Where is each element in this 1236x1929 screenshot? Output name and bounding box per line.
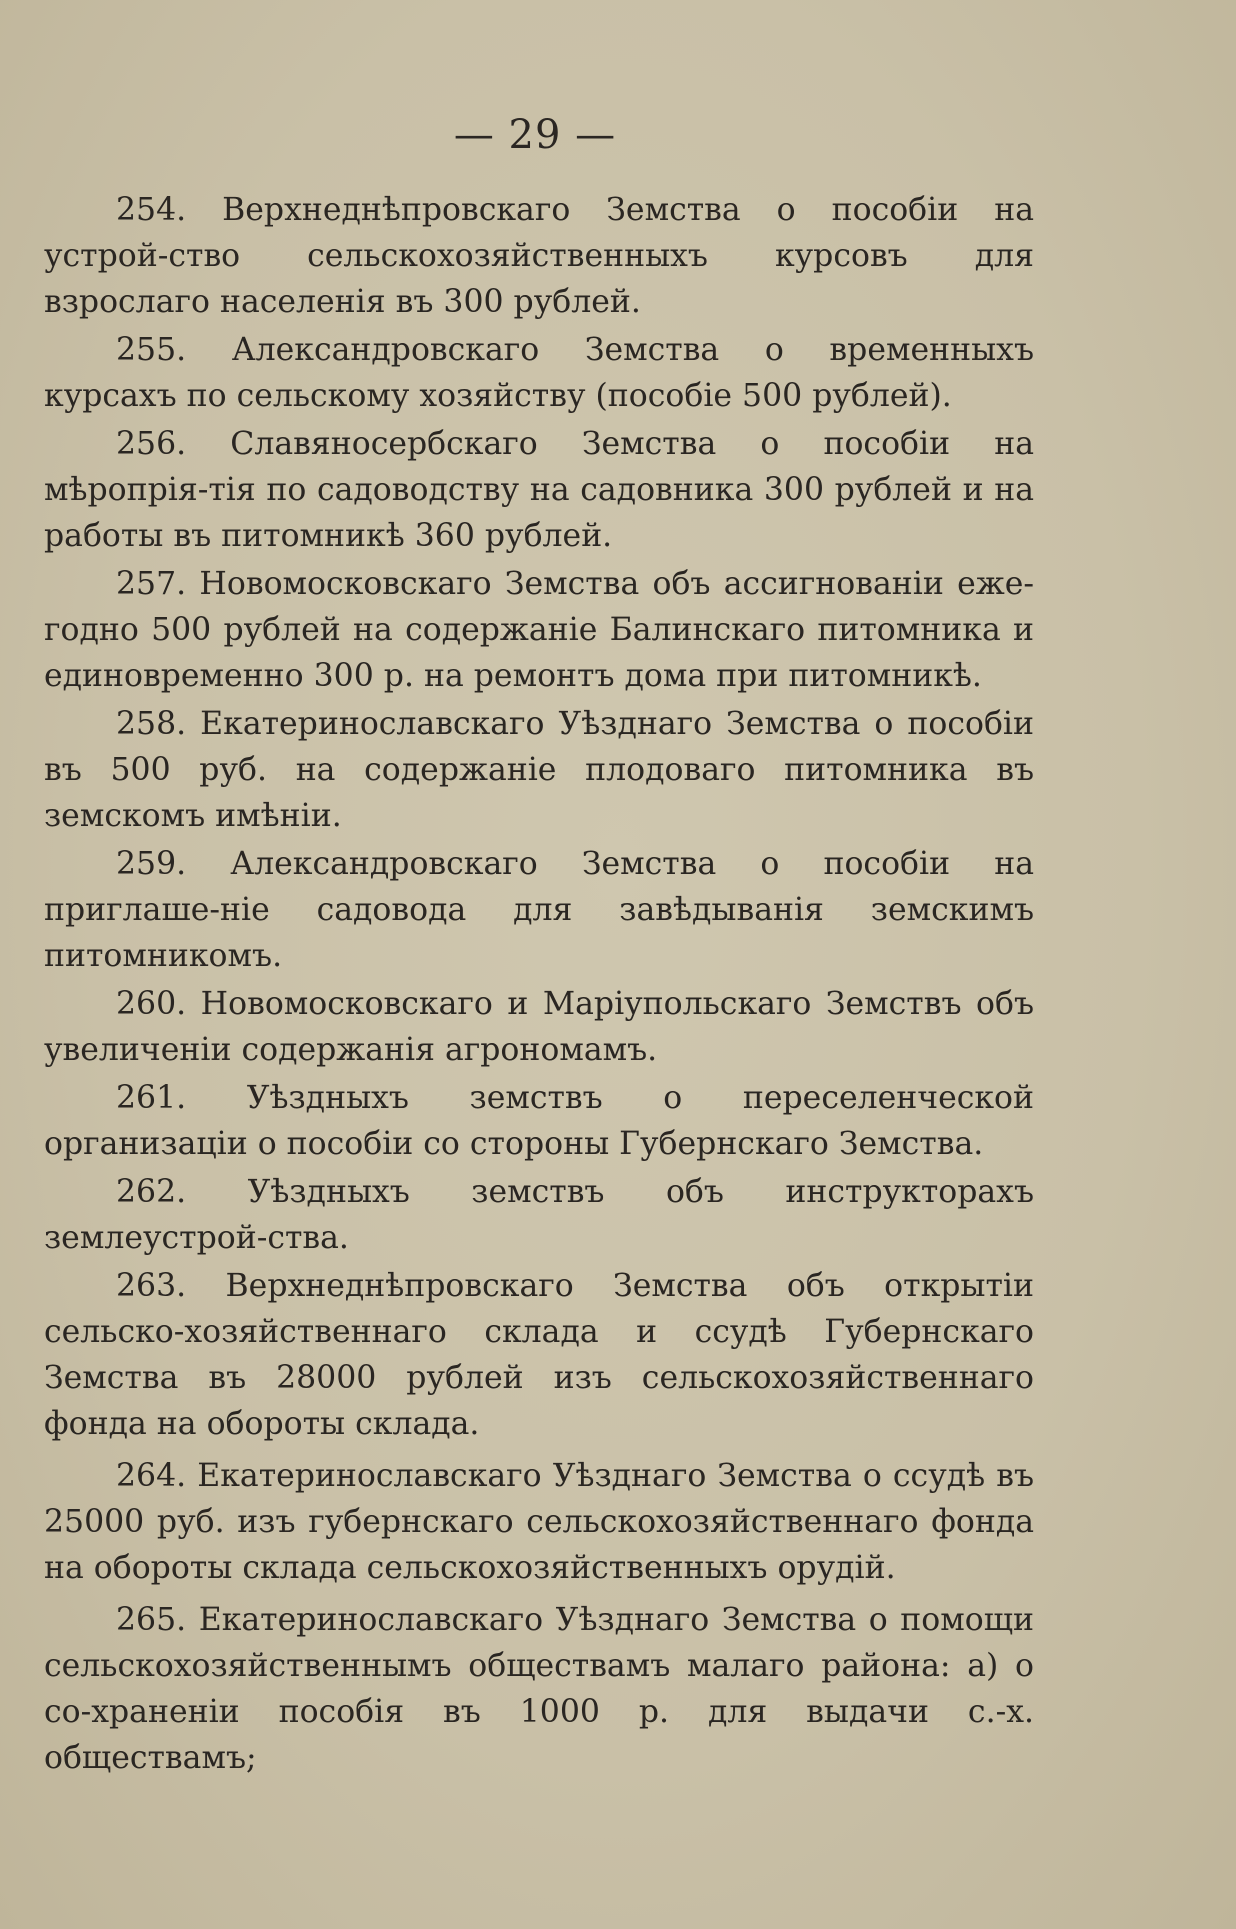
entry-254: 254. Верхнеднѣпровскаго Земства о пособіи на устрой-ство сельскохозяйственныхъ курсовъ для взрослаго населенія въ 300 рублей.: [44, 192, 1034, 320]
entry-256: 256. Славяносербскаго Земства о пособіи на мѣропрія-тія по садоводству на садовника 300 рублей и на работы въ питомникѣ 360 рублей.: [44, 426, 1034, 554]
entry-255: 255. Александровскаго Земства о временныхъ курсахъ по сельскому хозяйству (пособіе 500 рублей).: [44, 332, 1034, 414]
entry-265: 265. Екатеринославскаго Уѣзднаго Земства о помощи сельскохозяйственнымъ обществамъ малаго района: а) о со-храненіи пособія въ 1000 р. для выдачи с.-х. обществамъ;: [44, 1602, 1034, 1776]
entry-260: 260. Новомосковскаго и Маріупольскаго Земствъ объ увеличеніи содержанія агрономамъ.: [44, 986, 1034, 1068]
entry-258: 258. Екатеринославскаго Уѣзднаго Земства о пособіи въ 500 руб. на содержаніе плодоваго питомника въ земскомъ имѣніи.: [44, 706, 1034, 834]
entry-263: 263. Верхнеднѣпровскаго Земства объ открытіи сельско-хозяйственнаго склада и ссудѣ Губернскаго Земства въ 28000 рублей изъ сельскохозяйственнаго фонда на обороты склада.: [44, 1268, 1034, 1442]
entry-264: 264. Екатеринославскаго Уѣзднаго Земства о ссудѣ въ 25000 руб. изъ губернскаго сельскохозяйственнаго фонда на обороты склада сельскохозяйственныхъ орудій.: [44, 1458, 1034, 1586]
document-body: [44, 187, 1034, 1783]
page-number: — 29 —: [453, 112, 617, 158]
entry-262: 262. Уѣздныхъ земствъ объ инструкторахъ землеустрой-ства.: [44, 1174, 1034, 1256]
entry-261: 261. Уѣздныхъ земствъ о переселенческой организаціи о пособіи со стороны Губернскаго Земства.: [44, 1080, 1034, 1162]
entry-259: 259. Александровскаго Земства о пособіи на приглаше-ніе садовода для завѣдыванія земскимъ питомникомъ.: [44, 846, 1034, 974]
entry-257: 257. Новомосковскаго Земства объ ассигнованіи еже-годно 500 рублей на содержаніе Балинскаго питомника и единовременно 300 р. на ремонтъ дома при питомникѣ.: [44, 566, 1034, 694]
